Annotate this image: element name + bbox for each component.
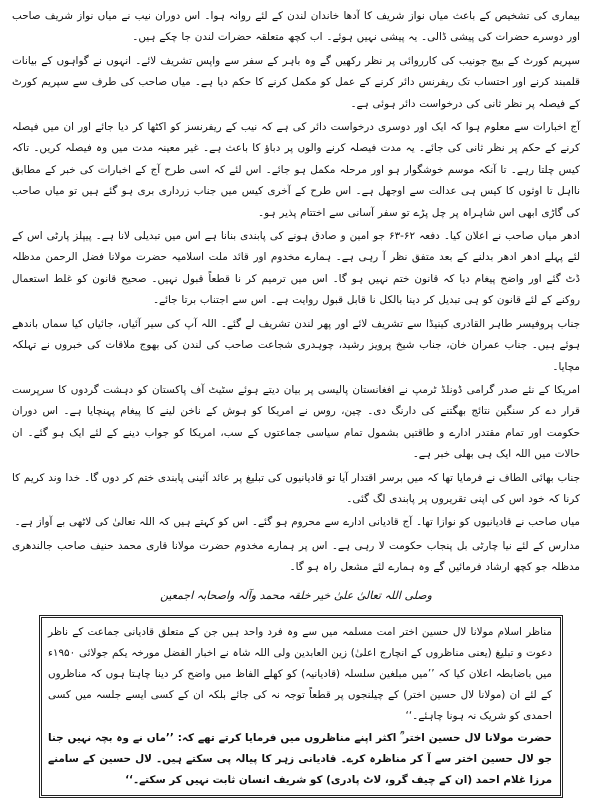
- paragraph-tahir-ul-qadri: جناب پروفیسر طاہر القادری کینیڈا سے تشریف لائے اور پھر لندن تشریف لے گئے۔ اللہ آپ کی سیر آئیاں، جائیاں کیا سماں باندھے ہوئے ہیں۔ جناب عمران خان، جناب شیخ پرویز رشید، چوہدری شجاعت صاحب کی لندن کی بھوج ملاقات کی خبروں نے تہلکہ مچایا۔: [12, 317, 580, 373]
- notice-paragraph-2: حضرت مولانا لال حسین اختر ؒ اکثر اپنے مناظروں میں فرمایا کرتے تھے کہ: ’’ماں نے وہ بچہ نہیں جنا جو لال حسین اختر سے آ کر مناظرہ کرے۔ قادیانی زہر کا پیالہ پی سکتے ہیں۔ لال حسین کے سامنے مرزا غلام احمد (ان کے چیف گرو، لاٹ پادری) کو شریف انسان ثابت نہیں کر سکتے۔‘‘: [48, 731, 552, 786]
- paragraph-supreme-court: سپریم کورٹ کے بیج جونیب کی کارروائی پر نظر رکھیں گے وہ باہر کے سفر سے واپس تشریف لائے۔ انہوں نے گواہوں کے بیانات قلمبند کرنے اور احتساب تک ریفرنس دائر کرنے کے عمل کو مکمل کرنے کا حکم دیا ہے۔ میاں صاحب کی طرف سے سپریم کورٹ کے فیصلہ پر نظر ثانی کی درخواست دائر ہوئی ہے۔: [12, 54, 580, 110]
- paragraph-qadianis: میاں صاحب نے قادیانیوں کو نوازا تھا۔ آج قادیانی ادارے سے محروم ہو گئے۔ اس کو کہتے ہیں کہ اللہ تعالیٰ کی لاٹھی بے آواز ہے۔: [14, 516, 580, 529]
- boxed-notice: [39, 615, 563, 798]
- paragraph-nawaz-sharif-illness: بیماری کی تشخیص کے باعث میاں نواز شریف کا آدھا خاندان لندن کے لئے روانہ ہوا۔ اس دوران نیب نے میاں نواز شریف صاحب اور دوسرے حضرات کی پیشی ڈالی۔ یہ پیشی نہیں ہوئے۔ اب کچھ متعلقہ حضرات لندن جا چکے ہیں۔: [12, 10, 580, 44]
- paragraph-trump-policy: امریکا کے نئے صدر گرامی ڈونلڈ ٹرمپ نے افغانستان پالیسی پر بیان دیتے ہوئے سٹیٹ آف پاکستان کو دہشت گردوں کا سرپرست قرار دے کر سنگین نتائج بھگتنے کی دارنگ دی۔ چین، روس نے امریکا کو ہوش کے ناخن لینے کا پیغام پہنچایا ہے۔ اس دوران حکومت اور تمام مقتدر ادارے و طاقتیں بشمول تمام سیاسی جماعتوں کے سب، امریکا کو جواب دینے کے لئے ایک ہو گئے۔ ان حالات میں اللہ ایک ہی بھلی خبر ہے۔: [12, 383, 580, 461]
- paragraph-nab-references: آج اخبارات سے معلوم ہوا کہ ایک اور دوسری درخواست دائر کی ہے کہ نیب کے ریفرنسز کو اکٹھا کر دیا جائے اور ان میں فیصلہ کرنے کے حکم پر نظر ثانی کی جائے۔ یہ مدت فیصلہ کرنے والوں پر دباؤ کا باعث ہے۔ غیر معینہ مدت میں وہ فیصلہ کریں۔ تاکہ کیس چلتا رہے۔ تا آنکہ موسم خوشگوار ہو اور مرحلہ مکمل ہو جائے۔ اس لئے کہ اسی طرح آج کے اخبارات کی خبر کے مطابق نااہل تا اوثوں کا کیس ہی عدالت سے اوجھل ہے۔ اس طرح کے آخری کیس میں جناب زرداری بری ہو گئے ہیں تو میاں صاحب کی گاڑی ابھی اس شاہراہ پر چل پڑے تو سفر آسانی سے اختتام پذیر ہو۔: [12, 121, 580, 219]
- paragraph-altaf-hussain: جناب بھائی الطاف نے فرمایا تھا کہ میں برسر اقتدار آیا تو قادیانیوں کی تبلیغ پر عائد آئینی پابندی ختم کر دوں گا۔ خدا وند کریم کا کرنا کہ خود اس کی اپنی تقریروں پر پابندی لگ گئی۔: [12, 471, 580, 505]
- closing-salutation: وصلی اللہ تعالیٰ علیٰ خیر خلقہ محمد وآلہ واصحابہ اجمعین: [160, 588, 432, 602]
- notice-paragraph-1: مناظر اسلام مولانا لال حسین اختر امت مسلمہ میں سے وہ فرد واحد ہیں جن کے متعلق قادیانی جماعت کے ناظر دعوت و تبلیغ (یعنی مناظروں کے انچارج اعلیٰ) زین العابدین ولی اللہ شاہ نے اخبار الفضل مورخہ یکم جولائی ۱۹۵۰ء میں باضابطہ اعلان کیا کہ ’’میں مبلغین سلسلہ (قادیانیہ) کو کھلے الفاظ میں واضح کر دینا چاہتا ہوں کہ مناظروں کے لئے ان (مولانا لال حسین اختر) کے چیلنجوں پر قطعاً توجہ نہ کی جائے بلکہ ان کے کسی ایسے جلسہ میں کسی احمدی کو شریک نہ ہونا چاہئے۔‘‘: [48, 625, 552, 723]
- paragraph-article-62-63: ادھر میاں صاحب نے اعلان کیا۔ دفعہ ۶۲-۶۳ جو امین و صادق ہونے کی پابندی بنانا ہے اس میں تبدیلی لانا ہے۔ پیپلز پارٹی اس کے لئے پہلے ادھر ادھر بدلنے کے بعد متفق نظر آ رہی ہے۔ ہمارے مخدوم اور قائد ملت اسلامیہ حضرت مولانا فضل الرحمن مدظلہ ڈٹ گئے اور واضح پیغام دیا کہ قانون ختم نہیں ہو گا۔ اس میں ترمیم کر نا قطعاً قبول نہیں۔ صحیح قانون کو غلط استعمال روکنے کے لئے قانون کو ہی تبدیل کر دینا بالکل نا قابل قبول روایت ہے۔ اس سے اجتناب برتا جائے۔: [12, 230, 580, 307]
- paragraph-madaris-bill: مدارس کے لئے نیا چارٹی بل پنجاب حکومت لا رہی ہے۔ اس پر ہمارے مخدوم حضرت مولانا قاری محمد حنیف صاحب جالندھری مدظلہ جو کچھ ارشاد فرمائیں گے وہ ہمارے لئے مشعل راہ ہو گا۔: [12, 539, 580, 574]
